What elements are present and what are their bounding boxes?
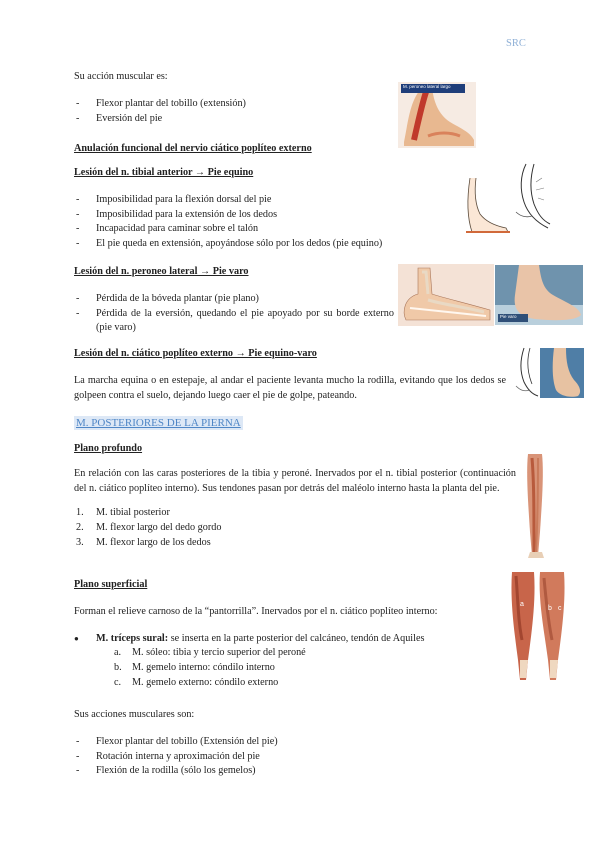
list-item: - El pie queda en extensión, apoyándose sólo por los dedos (pie equino) [60, 237, 454, 252]
ciatico-text: La marcha equina o en estepaje, al andar el paciente levanta mucho la rodilla, evitando que los dedos se golpeen contra el suelo, dejando luego caer el pie de golpe, pateando. [74, 374, 506, 401]
acciones-text: Sus acciones musculares son: [74, 709, 195, 720]
list-item: - Flexor plantar del tobillo (Extensión del pie) [60, 735, 474, 750]
list-item: - Rotación interna y aproximación del pie [60, 750, 474, 765]
figure-caption: Pie varo [498, 314, 528, 322]
posteriores-heading [74, 416, 243, 432]
triceps-label: M. tríceps sural: [96, 632, 169, 644]
triceps-item [60, 632, 514, 647]
acciones-section [74, 708, 474, 779]
tibial-list [60, 193, 454, 252]
anulacion-title [74, 142, 312, 157]
section-heading: Plano superficial [74, 579, 148, 590]
profundo-section [74, 442, 516, 551]
list-item: - Incapacidad para caminar sobre el talón [60, 222, 454, 237]
figure-label-b: b [548, 605, 552, 612]
intro-section [74, 70, 394, 126]
list-item: - Flexor plantar del tobillo (extensión) [60, 97, 394, 112]
list-item: - Pérdida de la bóveda plantar (pie plano) [60, 292, 394, 307]
section-heading: Plano profundo [74, 443, 143, 454]
list-item: 1. M. tibial posterior [76, 507, 170, 519]
superficial-section [74, 578, 514, 691]
list-item: - Imposibilidad para la extensión de los dedos [60, 208, 454, 223]
section-heading: Lesión del n. peroneo lateral → Pie varo [74, 266, 249, 277]
list-item: b. M. gemelo interno: cóndilo interno [114, 662, 275, 674]
figure-pie-equino [462, 176, 512, 234]
peroneo-section [74, 265, 394, 336]
figure-equino-varo-sketch [510, 346, 540, 398]
peroneo-list [60, 292, 394, 336]
triceps-text: se inserta en la parte posterior del calcáneo, tendón de Aquiles [168, 632, 425, 644]
section-heading: Lesión del n. ciático poplíteo externo → Pie equino-varo [74, 348, 317, 359]
list-item: 2. M. flexor largo del dedo gordo [76, 522, 222, 534]
figure-pie-varo [495, 265, 583, 325]
list-item: c. M. gemelo externo: cóndilo externo [114, 676, 279, 688]
figure-peroneo-lateral [398, 82, 476, 148]
ciatico-section [74, 347, 506, 403]
list-item: - Eversión del pie [60, 112, 394, 127]
acciones-list [60, 735, 474, 779]
list-item: - Pérdida de la eversión, quedando el pie apoyado por su borde externo (pie varo) [60, 307, 394, 337]
figure-equino-varo-photo [540, 348, 584, 398]
tibial-section [74, 166, 454, 252]
intro-list [60, 97, 394, 127]
superficial-text: Forman el relieve carnoso de la “pantorrilla”. Inervados por el n. ciático poplíteo interno: [74, 605, 438, 617]
figure-label-a: a [520, 601, 524, 608]
intro-text: Su acción muscular es: [74, 71, 168, 82]
figure-label-c: c [558, 605, 562, 612]
figure-caption: M. peroneo lateral largo [403, 84, 451, 89]
list-item: - Flexión de la rodilla (sólo los gemelos) [60, 764, 474, 779]
figure-boveda-plantar [398, 264, 494, 326]
figure-pie-equino-sketch [506, 162, 552, 234]
profundo-text: En relación con las caras posteriores de la tibia y peroné. Inervados por el n. tibial posterior (continuación del n. ciático poplíteo interno). Sus tendones pasan por detrás del maléolo interno hasta la planta del pie. [74, 467, 516, 494]
section-title: M. POSTERIORES DE LA PIERNA [76, 417, 241, 429]
section-heading: Anulación funcional del nervio ciático poplíteo externo [74, 143, 312, 154]
figure-triceps-sural [508, 570, 568, 682]
figure-plano-profundo [518, 452, 554, 562]
list-item: - Imposibilidad para la flexión dorsal del pie [60, 193, 454, 208]
section-heading: Lesión del n. tibial anterior → Pie equino [74, 167, 254, 178]
triceps-sublist [60, 646, 514, 690]
profundo-list [60, 506, 516, 550]
list-item: 3. M. flexor largo de los dedos [76, 536, 211, 548]
list-item: a. M. sóleo: tibia y tercio superior del peroné [114, 647, 306, 659]
header-initials: SRC [506, 38, 526, 49]
